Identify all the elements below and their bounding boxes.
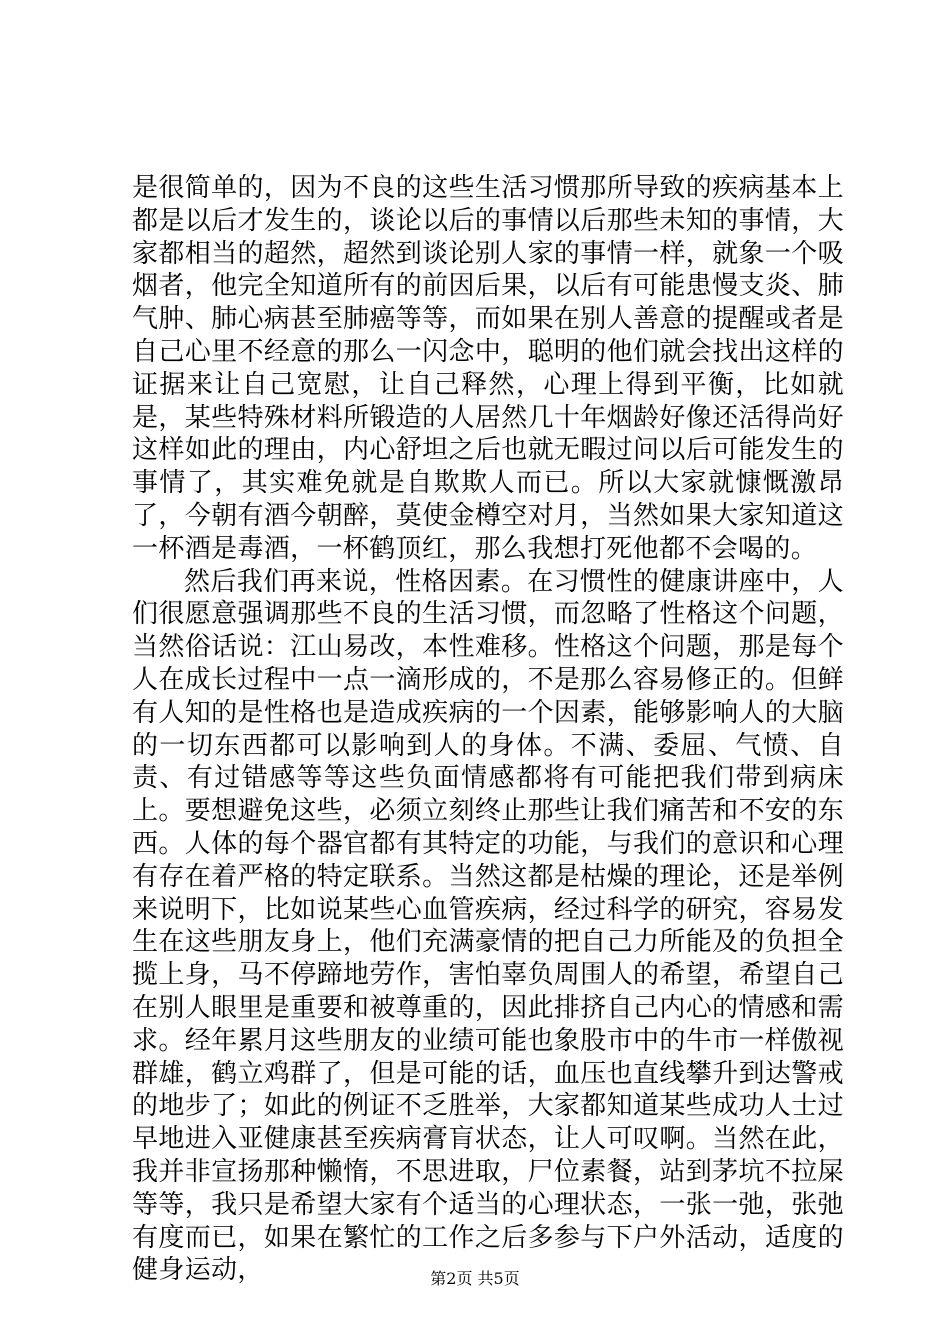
page-number-footer: 第2页 共5页: [430, 1269, 520, 1288]
document-body: [132, 172, 844, 1287]
paragraph-continuation: 是很简单的，因为不良的这些生活习惯那所导致的疾病基本上都是以后才发生的，谈论以后的事情以后那些未知的事情，大家都相当的超然，超然到谈论别人家的事情一样，就象一个吸烟者，他完全知道所有的前因后果，以后有可能患慢支炎、肺气肿、肺心病甚至肺癌等等，而如果在别人善意的提醒或者是自己心里不经意的那么一闪念中，聪明的他们就会找出这样的证据来让自己宽慰，让自己释然，心理上得到平衡，比如就是，某些特殊材料所锻造的人居然几十年烟龄好像还活得尚好这样如此的理由，内心舒坦之后也就无暇过问以后可能发生的事情了，其实难免就是自欺欺人而已。所以大家就慷慨激昂了，今朝有酒今朝醉，莫使金樽空对月，当然如果大家知道这一杯酒是毒酒，一杯鹤顶红，那么我想打死他都不会喝的。: [132, 173, 844, 564]
paragraph-personality-factor: 然后我们再来说，性格因素。在习惯性的健康讲座中，人们很愿意强调那些不良的生活习惯，而忽略了性格这个问题，当然俗话说：江山易改，本性难移。性格这个问题，那是每个人在成长过程中一点一滴形成的，不是那么容易修正的。但鲜有人知的是性格也是造成疾病的一个因素，能够影响人的大脑的一切东西都可以影响到人的身体。不满、委屈、气愤、自责、有过错感等等这些负面情感都将有可能把我们带到病床上。要想避免这些，必须立刻终止那些让我们痛苦和不安的东西。人体的每个器官都有其特定的功能，与我们的意识和心理有存在着严格的特定联系。当然这都是枯燥的理论，还是举例来说明下，比如说某些心血管疾病，经过科学的研究，容易发生在这些朋友身上，他们充满豪情的把自己力所能及的负担全揽上身，马不停蹄地劳作，害怕辜负周围人的希望，希望自己在别人眼里是重要和被尊重的，因此排挤自己内心的情感和需求。经年累月这些朋友的业绩可能也象股市中的牛市一样傲视群雄，鹤立鸡群了，但是可能的话，血压也直线攀升到达警戒的地步了；如此的例证不乏胜举，大家都知道某些成功人士过早地进入亚健康甚至疾病膏肓状态，让人可叹啊。当然在此，我并非宣扬那种懒惰，不思进取，尸位素餐，站到茅坑不拉屎等等，我只是希望大家有个适当的心理状态，一张一弛，张弛有度而已，如果在繁忙的工作之后多参与下户外活动，适度的健身运动，: [132, 566, 844, 1286]
